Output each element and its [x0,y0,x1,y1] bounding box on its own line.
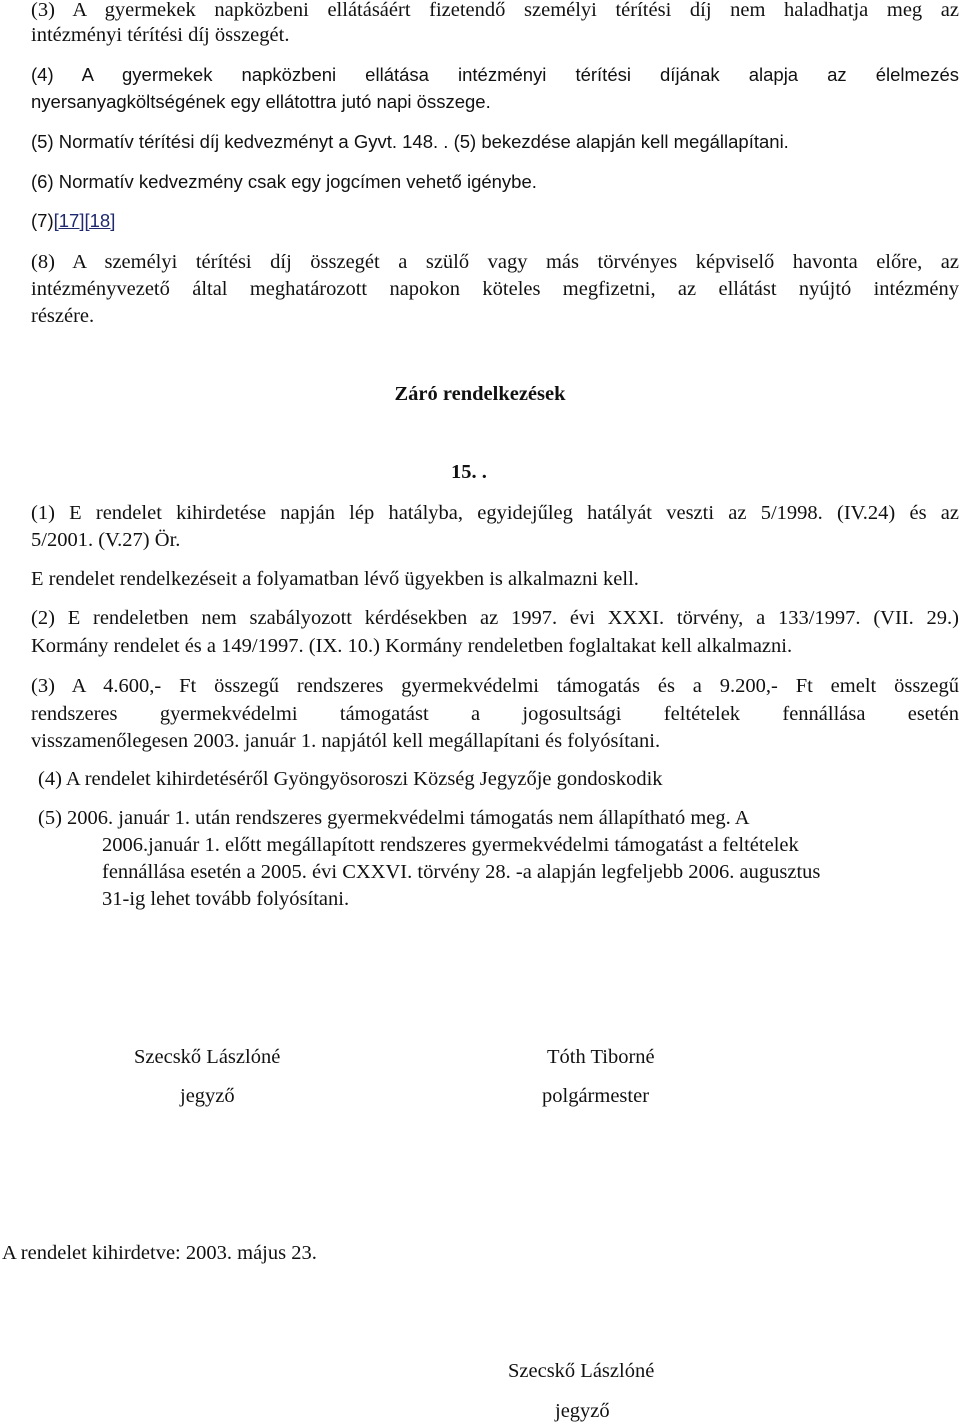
paragraph-6: (6) Normatív kedvezmény csak egy jogcímen vehető igénybe. [31,171,537,192]
paragraph-3-line-1: (3) A gyermekek napközbeni ellátásáért fizetendő személyi térítési díj nem haladhatja meg az [31,0,959,21]
paragraph-4-line-2: nyersanyagköltségének egy ellátottra jutó napi összege. [31,91,491,112]
announcement-date: A rendelet kihirdetve: 2003. május 23. [2,1242,317,1264]
paragraph-3-line-2: intézményi térítési díj összegét. [31,24,290,46]
paragraph-4-line-1: (4) A gyermekek napközbeni ellátása intézményi térítési díjának alapja az élelmezés [31,64,959,85]
paragraph-5: (5) Normatív térítési díj kedvezményt a Gyvt. 148. . (5) bekezdése alapján kell megállapítani. [31,131,789,152]
final-paragraph-4: (4) A rendelet kihirdetéséről Gyöngyösoroszi Község Jegyzője gondoskodik [38,768,663,790]
final-paragraph-3-line-3: visszamenőlegesen 2003. január 1. napjától kell megállapítani és folyósítani. [31,730,661,752]
final-paragraph-1-line-1: (1) E rendelet kihirdetése napján lép hatályba, egyidejűleg hatályát veszti az 5/1998. (IV.24) és az [31,502,959,524]
paragraph-8-line-3: részére. [31,305,95,327]
final-signature-title: jegyző [555,1400,610,1422]
final-paragraph-5-line-2: 2006.január 1. előtt megállapított rendszeres gyermekvédelmi támogatást a feltételek [102,834,799,856]
footnote-link-18[interactable]: [18] [84,210,116,231]
final-paragraph-3-line-2: rendszeres gyermekvédelmi támogatást a jogosultsági feltételek fennállása esetén [31,703,959,725]
paragraph-7-prefix: (7) [31,210,54,231]
final-paragraph-5-line-1: (5) 2006. január 1. után rendszeres gyermekvédelmi támogatás nem állapítható meg. A [38,807,750,829]
paragraph-8-line-2: intézményvezető által meghatározott napokon köteles megfizetni, az ellátást nyújtó intézmény [31,278,959,300]
final-paragraph-2-line-1: (2) E rendeletben nem szabályozott kérdésekben az 1997. évi XXXI. törvény, a 133/1997. (VII. 29.) [31,607,959,629]
signature-left-title: jegyző [180,1085,235,1107]
section-number: 15. . [451,461,487,483]
footnote-link-17[interactable]: [17] [53,210,85,231]
final-paragraph-5-line-3: fennállása esetén a 2005. évi CXXVI. törvény 28. -a alapján legfeljebb 2006. augusztus [102,861,821,883]
final-paragraph-1-line-2: 5/2001. (V.27) Ör. [31,529,181,551]
section-heading: Záró rendelkezések [394,383,566,405]
final-paragraph-2-line-2: Kormány rendelet és a 149/1997. (IX. 10.) Kormány rendeletben foglaltakat kell alkalmazni. [31,635,793,657]
final-paragraph-5-line-4: 31-ig lehet tovább folyósítani. [102,888,350,910]
signature-left-name: Szecskő Lászlóné [134,1046,281,1068]
signature-right-name: Tóth Tiborné [547,1046,655,1068]
final-signature-name: Szecskő Lászlóné [508,1360,655,1382]
final-paragraph-3-line-1: (3) A 4.600,- Ft összegű rendszeres gyermekvédelmi támogatás és a 9.200,- Ft emelt összegű [31,675,959,697]
paragraph-7 [31,212,115,231]
final-paragraph-1-sentence-2: E rendelet rendelkezéseit a folyamatban lévő ügyekben is alkalmazni kell. [31,568,639,590]
paragraph-8-line-1: (8) A személyi térítési díj összegét a szülő vagy más törvényes képviselő havonta előre, az [31,251,959,273]
signature-right-title: polgármester [542,1085,650,1107]
